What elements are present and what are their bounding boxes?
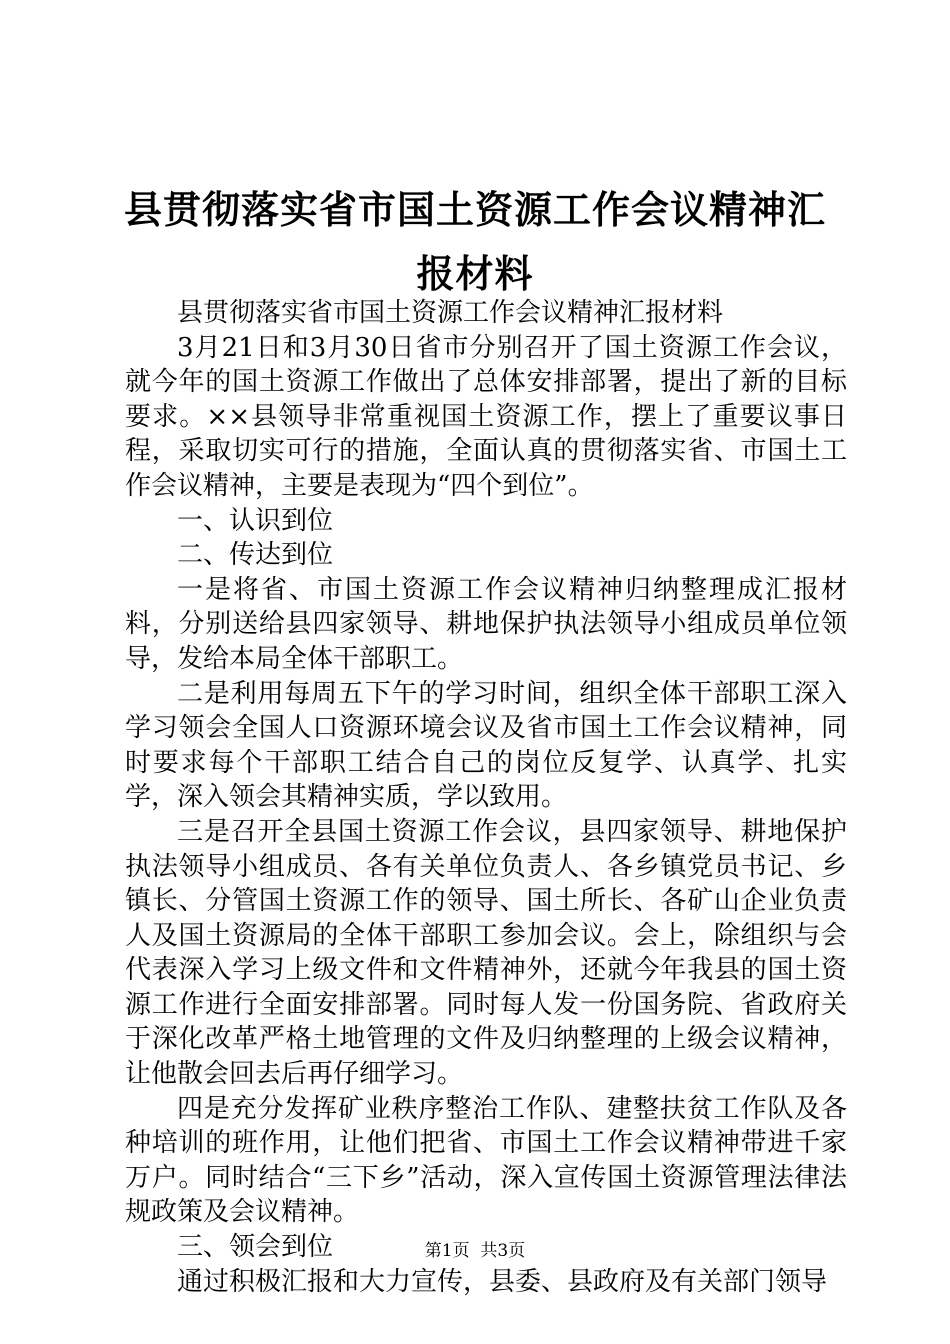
section-heading-1: 一、认识到位 bbox=[177, 505, 334, 536]
page-footer bbox=[0, 1240, 950, 1262]
document-title: 县贯彻落实省市国土资源工作会议精神汇报材料 bbox=[123, 187, 826, 296]
paragraph-item-4: 四是充分发挥矿业秩序整治工作队、建整扶贫工作队及各种培训的班作用，让他们把省、市国土工作会议精神带进千家万户。同时结合“三下乡”活动，深入宣传国土资源管理法律法规政策及会议精神。 bbox=[125, 1093, 847, 1228]
document-body bbox=[125, 296, 847, 1299]
paragraph-subtitle: 县贯彻落实省市国土资源工作会议精神汇报材料 bbox=[177, 298, 724, 328]
paragraph-item-1: 一是将省、市国土资源工作会议精神归纳整理成汇报材料，分别送给县四家领导、耕地保护执法领导小组成员单位领导，发给本局全体干部职工。 bbox=[125, 574, 847, 674]
paragraph-intro: 3月21日和3月30日省市分别召开了国土资源工作会议，就今年的国土资源工作做出了总体安排部署，提出了新的目标要求。××县领导非常重视国土资源工作，摆上了重要议事日程，采取切实可行的措施，全面认真的贯彻落实省、市国土工作会议精神，主要是表现为“四个到位”。 bbox=[125, 332, 847, 501]
paragraph-item-2: 二是利用每周五下午的学习时间，组织全体干部职工深入学习领会全国人口资源环境会议及省市国土工作会议精神，同时要求每个干部职工结合自己的岗位反复学、认真学、扎实学，深入领会其精神实质，学以致用。 bbox=[125, 678, 847, 813]
section-heading-3: 三、领会到位 bbox=[177, 1232, 334, 1263]
page-number: 第1页 bbox=[424, 1241, 470, 1261]
page-total: 共3页 bbox=[480, 1241, 526, 1261]
paragraph-item-3: 三是召开全县国土资源工作会议，县四家领导、耕地保护执法领导小组成员、各有关单位负责人、各乡镇党员书记、乡镇长、分管国土资源工作的领导、国土所长、各矿山企业负责人及国土资源局的全体干部职工参加会议。会上，除组织与会代表深入学习上级文件和文件精神外，还就今年我县的国土资源工作进行全面安排部署。同时每人发一份国务院、省政府关于深化改革严格土地管理的文件及归纳整理的上级会议精神，让他散会回去后再仔细学习。 bbox=[125, 816, 847, 1090]
section-heading-2: 二、传达到位 bbox=[177, 540, 334, 571]
paragraph-continued: 通过积极汇报和大力宣传，县委、县政府及有关部门领导 bbox=[177, 1266, 828, 1297]
footer-spacer bbox=[470, 1241, 481, 1261]
